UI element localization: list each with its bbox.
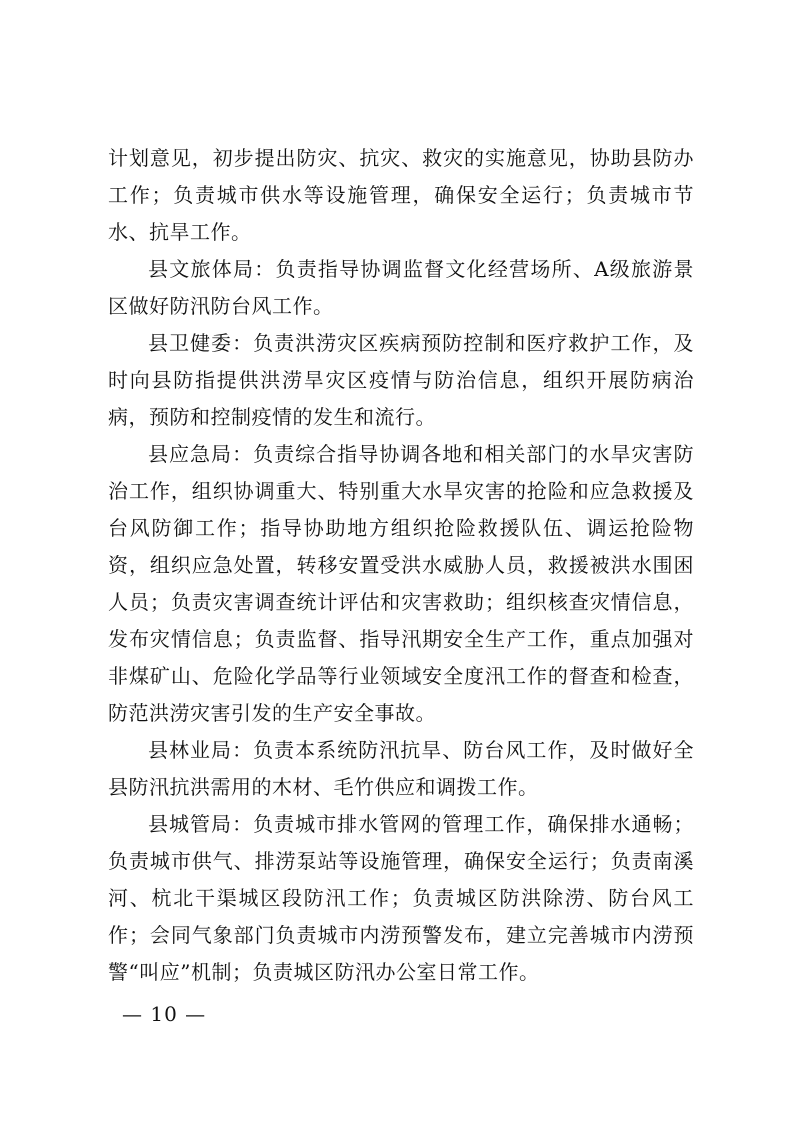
paragraph-urban-management-bureau: 县城管局：负责城市排水管网的管理工作，确保排水通畅；负责城市供气、排涝泵站等设施管理，确保安全运行；负责南溪河、杭北干渠城区段防汛工作；负责城区防洪除涝、防台风工作；会同气象部门负责城市内涝预警发布，建立完善城市内涝预警“叫应”机制；负责城区防汛办公室日常工作。 (108, 812, 694, 984)
page-number: — 10 — (122, 1002, 207, 1026)
paragraph-forestry-bureau: 县林业局：负责本系统防汛抗旱、防台风工作，及时做好全县防汛抗洪需用的木材、毛竹供应和调拨工作。 (108, 738, 694, 799)
paragraph-continued: 计划意见，初步提出防灾、抗灾、救灾的实施意见，协助县防办工作；负责城市供水等设施管理，确保安全运行；负责城市节水、抗旱工作。 (108, 146, 694, 244)
paragraph-culture-tourism-bureau: 县文旅体局：负责指导协调监督文化经营场所、A级旅游景区做好防汛防台风工作。 (108, 257, 694, 318)
paragraph-emergency-bureau: 县应急局：负责综合指导协调各地和相关部门的水旱灾害防治工作，组织协调重大、特别重大水旱灾害的抢险和应急救援及台风防御工作；指导协助地方组织抢险救援队伍、调运抢险物资，组织应急处置，转移安置受洪水威胁人员，救援被洪水围困人员；负责灾害调查统计评估和灾害救助；组织核查灾情信息，发布灾情信息；负责监督、指导汛期安全生产工作，重点加强对非煤矿山、危险化学品等行业领域安全度汛工作的督查和检查，防范洪涝灾害引发的生产安全事故。 (108, 442, 694, 725)
paragraph-health-commission: 县卫健委：负责洪涝灾区疾病预防控制和医疗救护工作，及时向县防指提供洪涝旱灾区疫情与防治信息，组织开展防病治病，预防和控制疫情的发生和流行。 (108, 331, 694, 429)
document-body (108, 140, 694, 991)
